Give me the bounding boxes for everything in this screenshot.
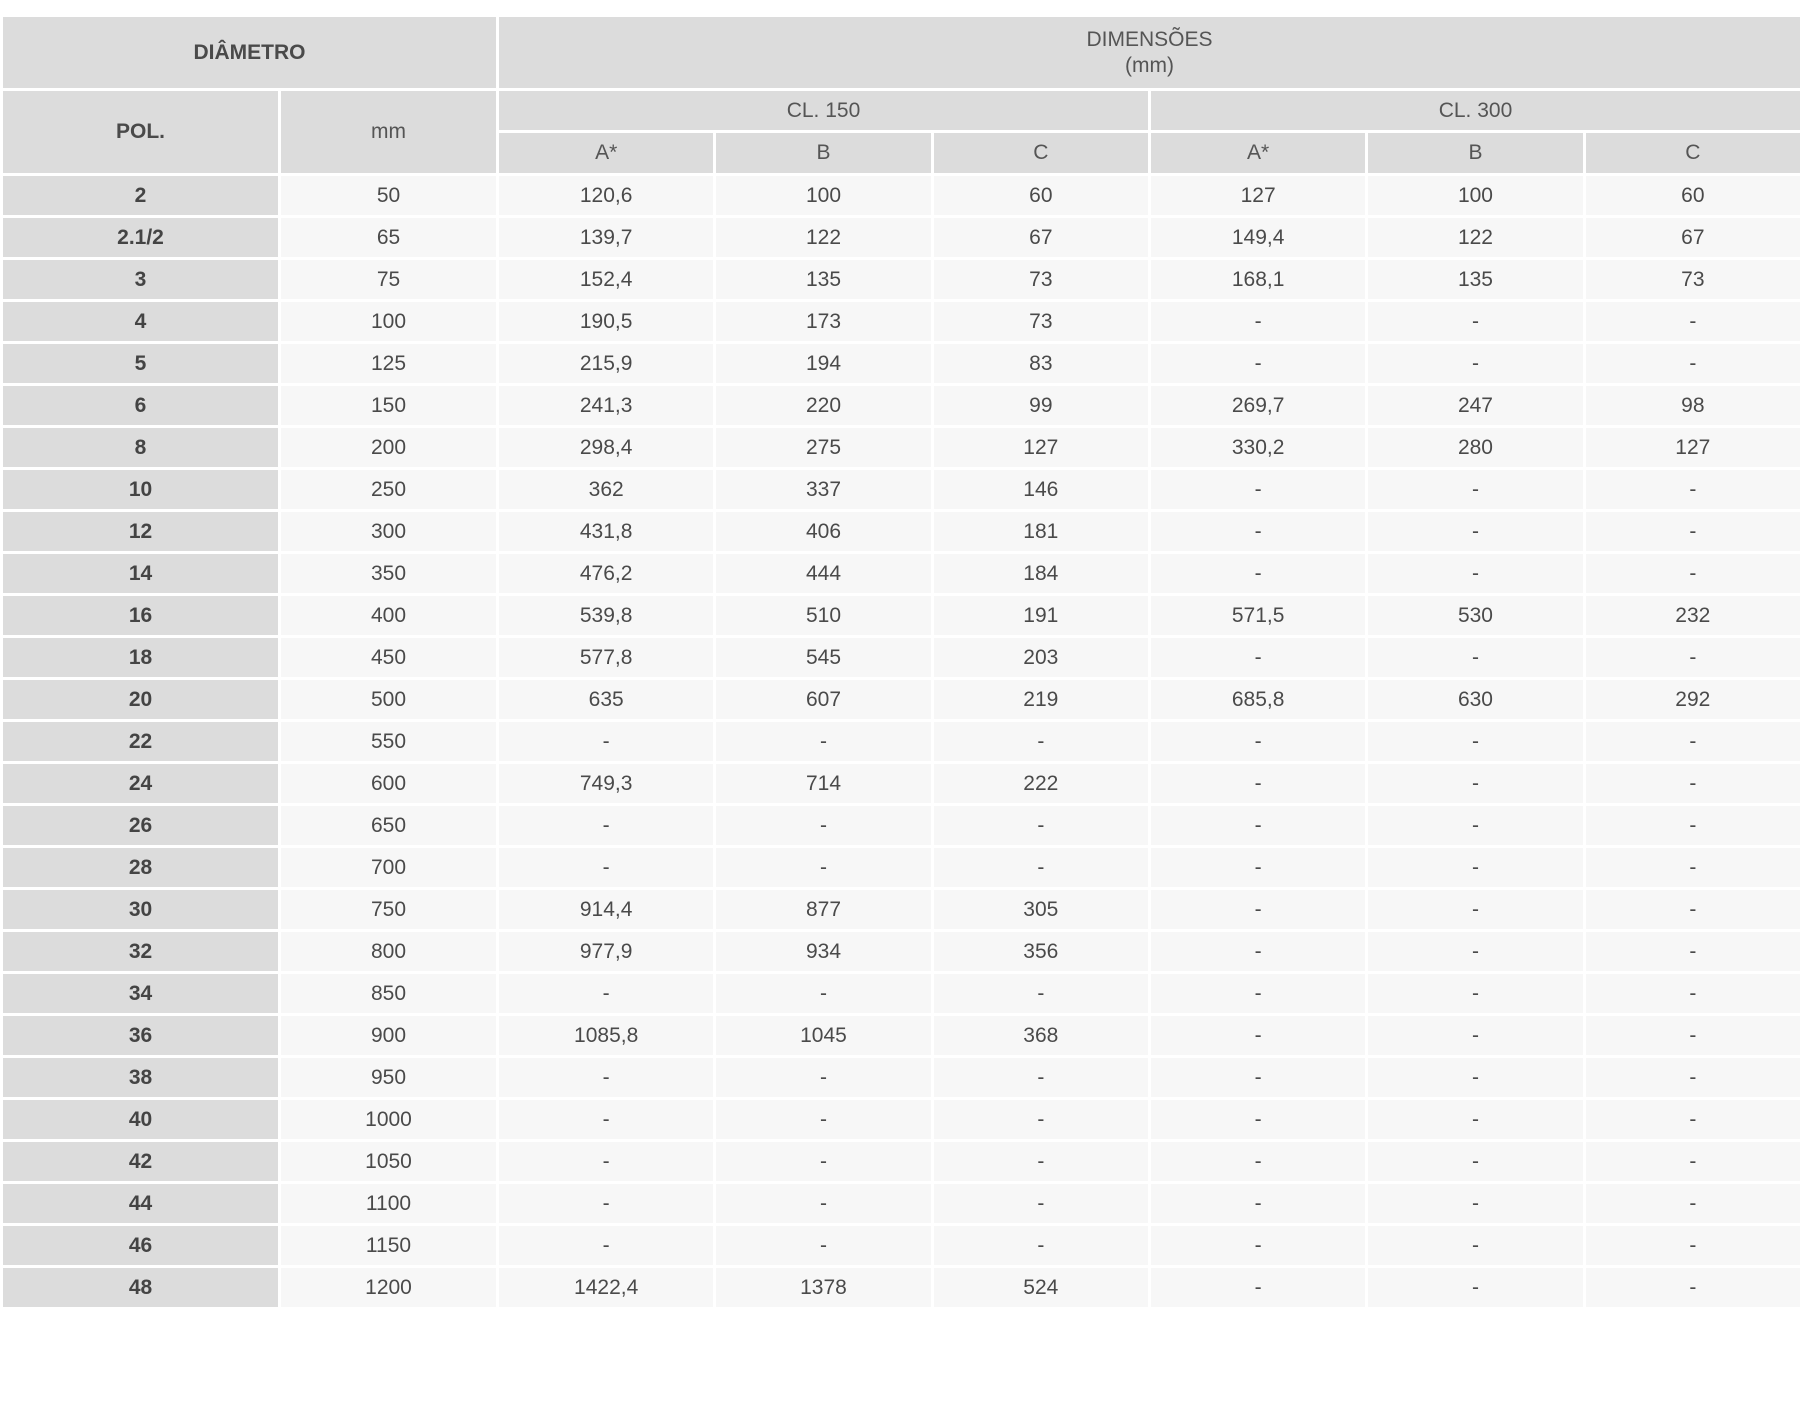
cell-cl300-b: - [1367,1015,1584,1057]
cell-cl150-c: 184 [932,553,1149,595]
cell-cl300-a: 269,7 [1149,385,1366,427]
cell-cl300-c: - [1584,1267,1800,1309]
cell-cl300-a: 149,4 [1149,217,1366,259]
cell-cl300-c: - [1584,1141,1800,1183]
cell-cl150-b: 100 [715,175,932,217]
cell-mm: 50 [280,175,498,217]
cell-cl150-b: 406 [715,511,932,553]
table-body [2,175,1800,1309]
cell-cl150-a: 362 [498,469,715,511]
cell-mm: 1000 [280,1099,498,1141]
table-row [2,343,1800,385]
cell-pol: 26 [2,805,280,847]
cell-cl300-c: 127 [1584,427,1800,469]
cell-cl300-a: - [1149,1057,1366,1099]
cell-cl300-c: - [1584,1057,1800,1099]
cell-cl150-c: - [932,1057,1149,1099]
cell-cl300-b: 135 [1367,259,1584,301]
table-row [2,511,1800,553]
cell-pol: 32 [2,931,280,973]
cell-cl300-c: - [1584,931,1800,973]
cell-mm: 125 [280,343,498,385]
table-row [2,931,1800,973]
cell-cl150-c: - [932,1099,1149,1141]
cell-cl300-a: - [1149,889,1366,931]
cell-cl150-a: 120,6 [498,175,715,217]
cell-mm: 1200 [280,1267,498,1309]
header-cl300-c: C [1584,132,1800,175]
cell-cl300-b: - [1367,637,1584,679]
cell-cl150-b: - [715,1183,932,1225]
table-row [2,175,1800,217]
cell-cl150-b: 337 [715,469,932,511]
cell-cl150-a: - [498,1099,715,1141]
cell-cl150-a: 914,4 [498,889,715,931]
cell-cl150-b: - [715,847,932,889]
table-row [2,1141,1800,1183]
dimensions-table-container [0,14,1800,1310]
cell-cl300-c: 67 [1584,217,1800,259]
cell-cl300-c: - [1584,805,1800,847]
cell-cl300-a: - [1149,847,1366,889]
cell-pol: 38 [2,1057,280,1099]
cell-cl150-a: 241,3 [498,385,715,427]
cell-cl150-c: 368 [932,1015,1149,1057]
cell-cl150-b: - [715,1141,932,1183]
table-row [2,427,1800,469]
cell-pol: 22 [2,721,280,763]
cell-cl150-b: 510 [715,595,932,637]
cell-cl300-c: 232 [1584,595,1800,637]
cell-cl300-b: - [1367,511,1584,553]
cell-cl300-b: - [1367,1267,1584,1309]
cell-cl150-b: 607 [715,679,932,721]
cell-mm: 400 [280,595,498,637]
cell-cl150-b: 220 [715,385,932,427]
cell-cl300-a: 685,8 [1149,679,1366,721]
table-row [2,637,1800,679]
cell-cl150-b: 122 [715,217,932,259]
cell-cl150-b: 444 [715,553,932,595]
cell-pol: 3 [2,259,280,301]
table-row [2,805,1800,847]
cell-cl150-b: 877 [715,889,932,931]
cell-cl150-c: 524 [932,1267,1149,1309]
cell-cl300-a: - [1149,1099,1366,1141]
cell-cl150-a: 298,4 [498,427,715,469]
cell-mm: 1100 [280,1183,498,1225]
cell-cl150-b: 173 [715,301,932,343]
dimensions-table [0,14,1800,1310]
table-row [2,301,1800,343]
cell-cl300-a: - [1149,973,1366,1015]
cell-cl150-c: 73 [932,301,1149,343]
cell-cl150-a: - [498,847,715,889]
cell-pol: 18 [2,637,280,679]
cell-cl300-a: 571,5 [1149,595,1366,637]
header-class-150: CL. 150 [498,90,1150,132]
cell-cl150-c: - [932,1225,1149,1267]
cell-cl300-b: - [1367,1183,1584,1225]
cell-mm: 900 [280,1015,498,1057]
cell-mm: 850 [280,973,498,1015]
cell-cl150-a: 1085,8 [498,1015,715,1057]
cell-cl150-c: 356 [932,931,1149,973]
cell-cl300-a: - [1149,805,1366,847]
cell-cl300-b: - [1367,889,1584,931]
cell-mm: 150 [280,385,498,427]
cell-cl150-a: - [498,1225,715,1267]
cell-cl150-b: 135 [715,259,932,301]
cell-cl300-b: - [1367,1225,1584,1267]
cell-cl150-c: 203 [932,637,1149,679]
header-mm: mm [280,90,498,175]
cell-cl150-c: - [932,721,1149,763]
cell-cl300-b: - [1367,1057,1584,1099]
cell-cl300-a: - [1149,553,1366,595]
cell-cl300-b: - [1367,343,1584,385]
cell-cl300-a: - [1149,637,1366,679]
cell-cl150-c: 60 [932,175,1149,217]
cell-cl150-c: - [932,847,1149,889]
cell-mm: 200 [280,427,498,469]
table-row [2,1267,1800,1309]
cell-cl300-c: 292 [1584,679,1800,721]
cell-pol: 44 [2,1183,280,1225]
cell-pol: 5 [2,343,280,385]
cell-cl300-b: - [1367,721,1584,763]
cell-cl300-a: - [1149,1267,1366,1309]
cell-mm: 250 [280,469,498,511]
cell-mm: 450 [280,637,498,679]
cell-cl150-c: 73 [932,259,1149,301]
cell-cl300-b: - [1367,1141,1584,1183]
cell-pol: 16 [2,595,280,637]
cell-pol: 8 [2,427,280,469]
cell-cl150-c: - [932,1141,1149,1183]
cell-cl150-a: - [498,1183,715,1225]
cell-cl150-b: 1378 [715,1267,932,1309]
cell-mm: 100 [280,301,498,343]
cell-cl300-c: - [1584,1225,1800,1267]
cell-cl150-b: - [715,1099,932,1141]
header-diametro: DIÂMETRO [2,16,498,90]
cell-cl300-c: - [1584,763,1800,805]
table-row [2,217,1800,259]
cell-cl150-b: - [715,1057,932,1099]
cell-mm: 950 [280,1057,498,1099]
cell-cl300-a: - [1149,343,1366,385]
cell-cl150-a: - [498,805,715,847]
cell-mm: 300 [280,511,498,553]
cell-mm: 500 [280,679,498,721]
cell-cl150-c: 305 [932,889,1149,931]
table-row [2,847,1800,889]
cell-cl300-a: - [1149,469,1366,511]
cell-pol: 46 [2,1225,280,1267]
cell-pol: 2 [2,175,280,217]
cell-cl300-a: - [1149,301,1366,343]
cell-cl150-a: 749,3 [498,763,715,805]
cell-cl150-b: 545 [715,637,932,679]
cell-cl300-b: 247 [1367,385,1584,427]
cell-pol: 34 [2,973,280,1015]
cell-cl300-b: - [1367,805,1584,847]
cell-pol: 6 [2,385,280,427]
cell-cl300-a: - [1149,763,1366,805]
table-row [2,1225,1800,1267]
cell-cl300-c: - [1584,721,1800,763]
cell-cl300-c: - [1584,511,1800,553]
header-dimensoes [498,16,1800,90]
cell-cl150-b: 1045 [715,1015,932,1057]
cell-cl150-b: 275 [715,427,932,469]
table-row [2,679,1800,721]
table-row [2,889,1800,931]
cell-cl150-a: - [498,973,715,1015]
cell-cl150-c: 83 [932,343,1149,385]
cell-cl150-a: 539,8 [498,595,715,637]
cell-cl300-b: 122 [1367,217,1584,259]
cell-mm: 75 [280,259,498,301]
table-row [2,1057,1800,1099]
cell-cl300-b: - [1367,931,1584,973]
cell-cl150-b: - [715,721,932,763]
cell-pol: 12 [2,511,280,553]
cell-pol: 2.1/2 [2,217,280,259]
cell-cl150-c: 146 [932,469,1149,511]
header-dimensoes-label: DIMENSÕES [1086,28,1213,52]
cell-cl300-b: - [1367,301,1584,343]
cell-mm: 800 [280,931,498,973]
cell-pol: 48 [2,1267,280,1309]
cell-pol: 10 [2,469,280,511]
cell-cl300-b: - [1367,553,1584,595]
cell-cl300-b: 630 [1367,679,1584,721]
cell-mm: 350 [280,553,498,595]
cell-pol: 14 [2,553,280,595]
cell-cl300-b: - [1367,469,1584,511]
cell-cl150-c: 181 [932,511,1149,553]
table-row [2,973,1800,1015]
cell-cl300-c: - [1584,1099,1800,1141]
cell-cl300-b: - [1367,1099,1584,1141]
cell-cl150-c: 219 [932,679,1149,721]
cell-cl300-b: 530 [1367,595,1584,637]
cell-cl300-a: - [1149,1225,1366,1267]
cell-mm: 65 [280,217,498,259]
cell-cl300-a: - [1149,721,1366,763]
cell-cl300-c: 98 [1584,385,1800,427]
cell-pol: 40 [2,1099,280,1141]
cell-cl150-c: - [932,805,1149,847]
header-cl300-b: B [1367,132,1584,175]
cell-cl300-a: - [1149,511,1366,553]
cell-pol: 42 [2,1141,280,1183]
cell-cl150-c: - [932,973,1149,1015]
cell-cl300-a: - [1149,1141,1366,1183]
cell-pol: 30 [2,889,280,931]
table-row [2,595,1800,637]
cell-pol: 20 [2,679,280,721]
cell-cl150-a: 431,8 [498,511,715,553]
cell-cl300-c: 73 [1584,259,1800,301]
cell-mm: 750 [280,889,498,931]
cell-cl150-c: 222 [932,763,1149,805]
cell-cl150-c: - [932,1183,1149,1225]
cell-cl300-c: - [1584,637,1800,679]
cell-cl300-b: - [1367,763,1584,805]
cell-cl150-b: - [715,973,932,1015]
table-row [2,721,1800,763]
table-row [2,553,1800,595]
cell-cl150-c: 127 [932,427,1149,469]
cell-cl150-c: 191 [932,595,1149,637]
table-row [2,1183,1800,1225]
cell-pol: 4 [2,301,280,343]
cell-cl300-a: - [1149,1015,1366,1057]
table-row [2,385,1800,427]
cell-cl150-a: - [498,1141,715,1183]
cell-cl300-a: - [1149,931,1366,973]
header-cl150-a: A* [498,132,715,175]
cell-cl300-b: - [1367,973,1584,1015]
cell-cl300-c: - [1584,469,1800,511]
cell-pol: 24 [2,763,280,805]
cell-cl300-a: - [1149,1183,1366,1225]
table-row [2,763,1800,805]
cell-cl300-a: 168,1 [1149,259,1366,301]
cell-cl150-c: 99 [932,385,1149,427]
cell-cl150-a: 476,2 [498,553,715,595]
header-cl300-a: A* [1149,132,1366,175]
cell-cl150-b: - [715,1225,932,1267]
cell-mm: 600 [280,763,498,805]
table-row [2,1015,1800,1057]
table-header [2,16,1800,175]
cell-cl300-b: 100 [1367,175,1584,217]
cell-pol: 36 [2,1015,280,1057]
table-row [2,259,1800,301]
cell-cl150-a: 152,4 [498,259,715,301]
table-row [2,1099,1800,1141]
header-dimensoes-unit: (mm) [1125,53,1174,77]
cell-cl150-a: 977,9 [498,931,715,973]
cell-cl150-a: - [498,1057,715,1099]
cell-cl150-b: 934 [715,931,932,973]
cell-cl300-a: 330,2 [1149,427,1366,469]
header-pol: POL. [2,90,280,175]
cell-cl300-c: - [1584,1015,1800,1057]
cell-mm: 1150 [280,1225,498,1267]
cell-cl150-a: - [498,721,715,763]
cell-cl150-a: 577,8 [498,637,715,679]
cell-cl150-a: 635 [498,679,715,721]
cell-cl300-a: 127 [1149,175,1366,217]
cell-cl150-b: 714 [715,763,932,805]
cell-cl300-c: - [1584,553,1800,595]
cell-cl300-c: 60 [1584,175,1800,217]
header-cl150-b: B [715,132,932,175]
cell-cl300-c: - [1584,1183,1800,1225]
cell-mm: 650 [280,805,498,847]
cell-cl150-a: 215,9 [498,343,715,385]
cell-cl150-b: - [715,805,932,847]
cell-cl300-c: - [1584,847,1800,889]
table-row [2,469,1800,511]
cell-cl300-c: - [1584,301,1800,343]
cell-cl150-a: 139,7 [498,217,715,259]
header-cl150-c: C [932,132,1149,175]
cell-pol: 28 [2,847,280,889]
cell-cl300-c: - [1584,889,1800,931]
header-class-300: CL. 300 [1149,90,1800,132]
cell-cl300-b: - [1367,847,1584,889]
cell-cl300-b: 280 [1367,427,1584,469]
cell-mm: 550 [280,721,498,763]
cell-cl150-a: 190,5 [498,301,715,343]
cell-cl150-a: 1422,4 [498,1267,715,1309]
cell-cl150-b: 194 [715,343,932,385]
cell-cl150-c: 67 [932,217,1149,259]
cell-mm: 1050 [280,1141,498,1183]
cell-cl300-c: - [1584,973,1800,1015]
cell-mm: 700 [280,847,498,889]
cell-cl300-c: - [1584,343,1800,385]
